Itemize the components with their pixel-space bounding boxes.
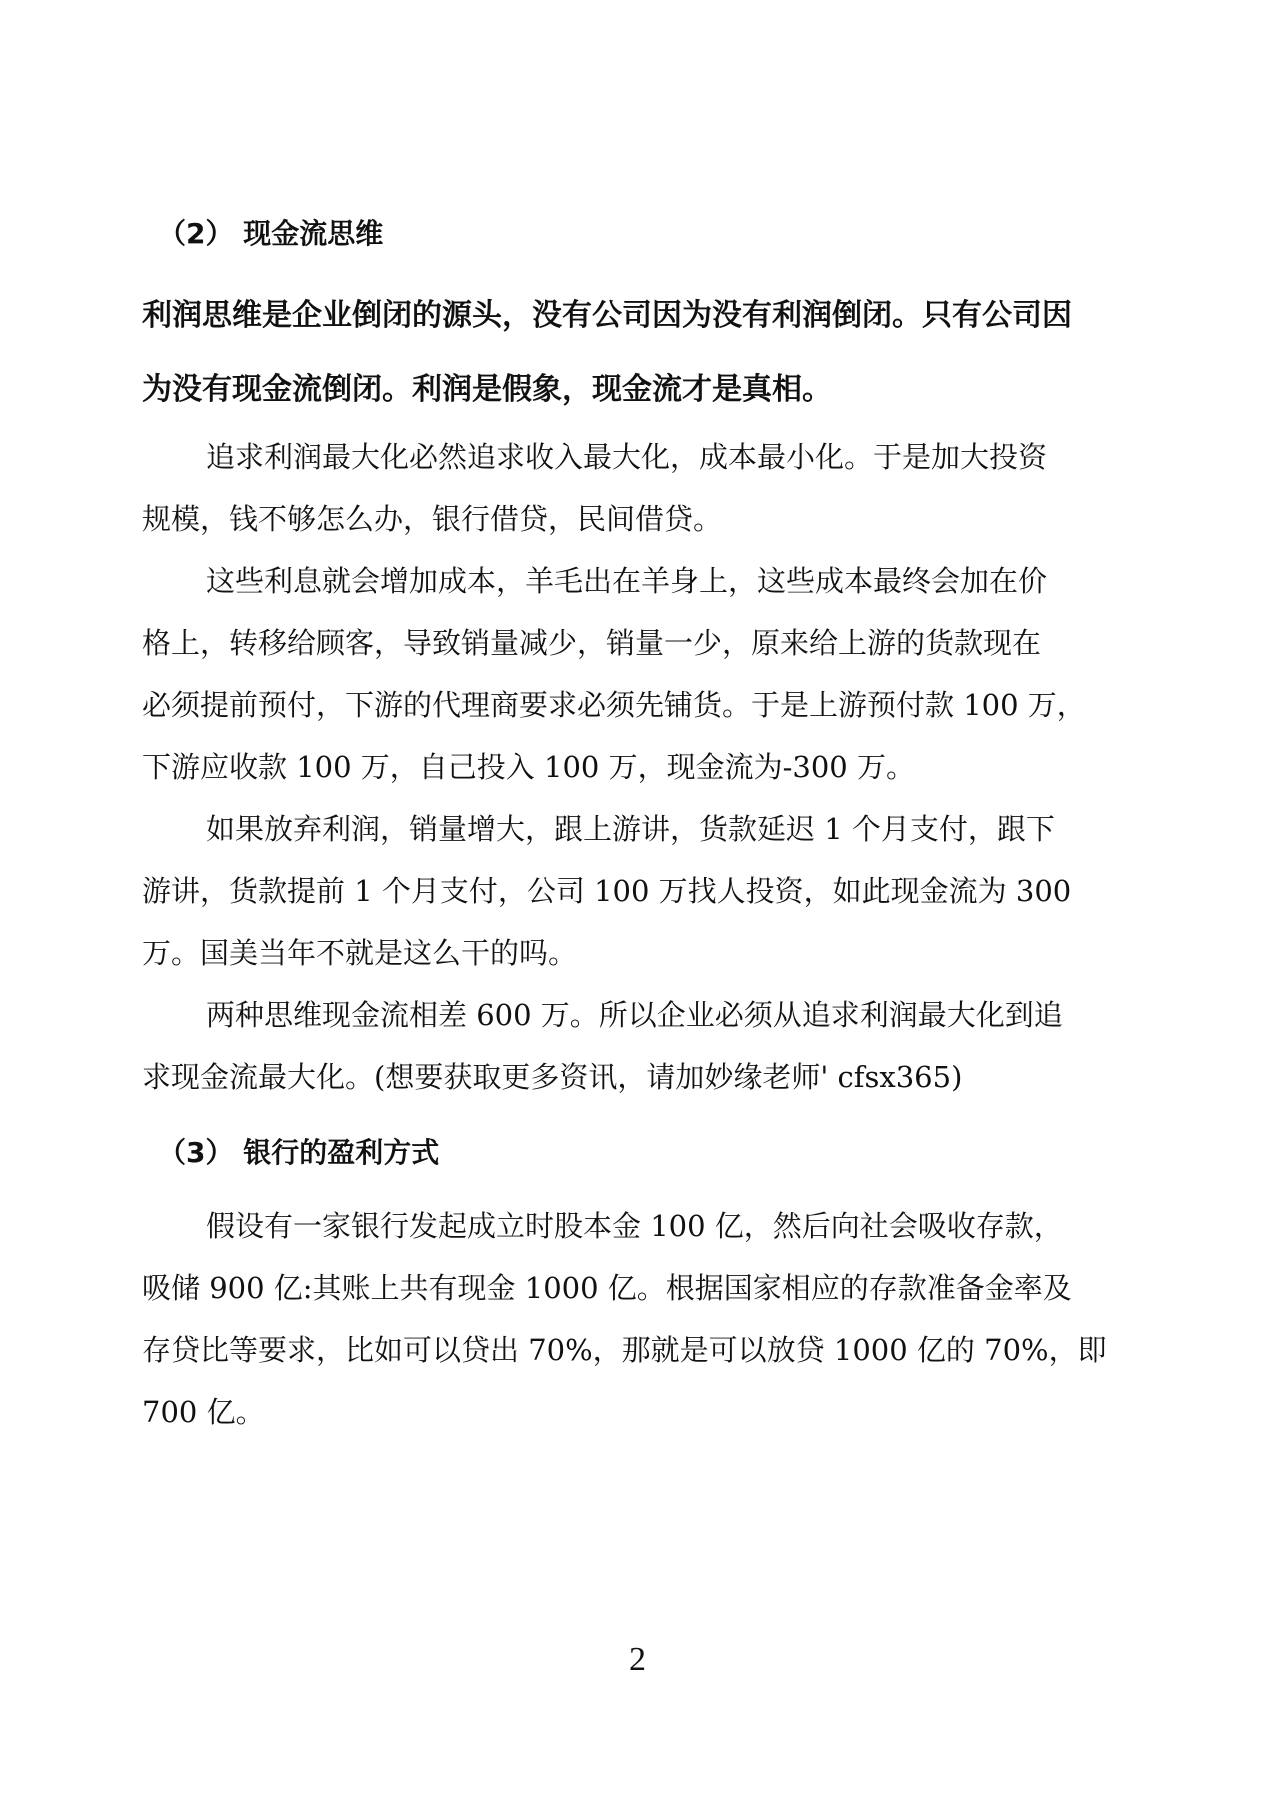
bold-lead-statement [142,279,1142,427]
text-line: 利润思维是企业倒闭的源头，没有公司因为没有利润倒闭。只有公司因 [142,298,1072,333]
text-line: 求现金流最大化。(想要获取更多资讯，请加妙缘老师' cfsx365) [142,1060,963,1094]
paragraph-give-up-profit [142,798,1152,984]
text-line: 下游应收款 100 万，自己投入 100 万，现金流为-300 万。 [142,750,915,784]
text-line: 追求利润最大化必然追求收入最大化，成本最小化。于是加大投资 [206,440,1048,474]
text-line: 为没有现金流倒闭。利润是假象，现金流才是真相。 [142,372,832,407]
text-line: 游讲，货款提前 1 个月支付，公司 100 万找人投资，如此现金流为 300 [142,874,1072,908]
paragraph-bank-example [142,1195,1152,1443]
text-line: 格上，转移给顾客，导致销量减少，销量一少，原来给上游的货款现在 [142,626,1042,660]
text-line: 吸储 900 亿:其账上共有现金 1000 亿。根据国家相应的存款准备金率及 [142,1271,1072,1305]
text-line: 存贷比等要求，比如可以贷出 70%，那就是可以放贷 1000 亿的 70%，即 [142,1333,1107,1367]
section-heading-cash-flow: （2） 现金流思维 [158,217,384,250]
text-line: 假设有一家银行发起成立时股本金 100 亿，然后向社会吸收存款， [206,1209,1063,1243]
paragraph-cash-flow-difference [142,984,1152,1108]
text-line: 这些利息就会增加成本，羊毛出在羊身上，这些成本最终会加在价 [206,564,1048,598]
text-line: 万。国美当年不就是这么干的吗。 [142,936,578,970]
text-line: 两种思维现金流相差 600 万。所以企业必须从追求利润最大化到追 [206,998,1063,1032]
paragraph-profit-maximization [142,426,1152,550]
text-line: 700 亿。 [142,1395,265,1429]
page-number: 2 [629,1641,646,1678]
section-heading-bank-profit: （3） 银行的盈利方式 [158,1136,440,1169]
paragraph-interest-costs [142,550,1152,798]
text-line: 如果放弃利润，销量增大，跟上游讲，货款延迟 1 个月支付，跟下 [206,812,1055,846]
text-line: 必须提前预付，下游的代理商要求必须先铺货。于是上游预付款 100 万， [142,688,1086,722]
text-line: 规模，钱不够怎么办，银行借贷，民间借贷。 [142,502,723,536]
